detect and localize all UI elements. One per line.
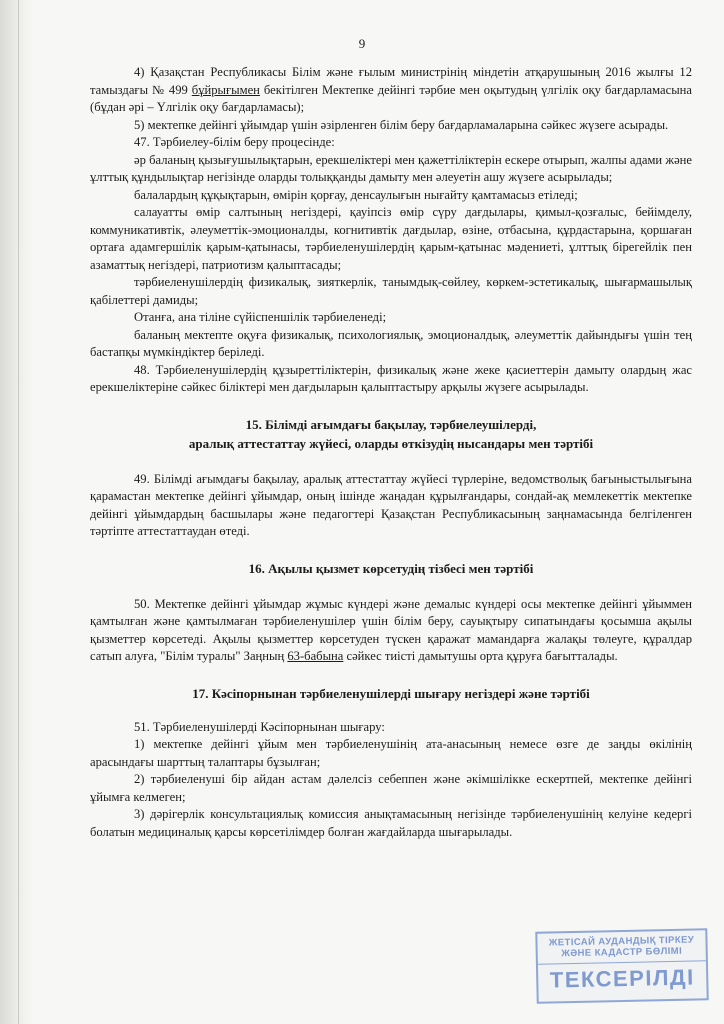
paragraph-item-4: 4) Қазақстан Республикасы Білім және ғылым министрінің міндетін атқарушының 2016 жылғы 12 тамыздағы № 499 бұйрығымен бекітілген Мектепке дейінгі тәрбие мен оқытудың үлгілік оқу бағдарламасына (бұдан әрі – Үлгілік оқу бағдарламасы); [90, 65, 692, 114]
paragraph-51: 51. Тәрбиеленушілерді Кәсіпорнынан шығару: [134, 719, 385, 734]
paragraph-47-c: салауатты өмір салтының негіздері, қауіпсіз өмір сүру дағдылары, қимыл-қозғалыс, бейімделу, коммуникативтік, әлеуметтік-эмоционалды, когнитивтік дағдылар, өзіне, отбасына, құрдастарына, қоршаған ортаға адамгершілік қарым-қатынасы, тәрбиеленушілердің қарым-қатынас мәдениеті, ұлттық бірегейлік пен азаматтық негіздері, патриотизм қалыптасады; [90, 205, 692, 272]
law-article-link[interactable]: 63-бабына [287, 649, 344, 663]
paragraph-47-a: әр баланың қызығушылықтарын, ерекшеліктері мен қажеттіліктерін ескере отырып, жалпы адами және ұлттық құндылықтар негізінде оларды толыққанды дамыту мен әлеуетін ашу жүзеге асырылады; [90, 152, 692, 184]
paragraph-47-d: тәрбиеленушілердің физикалық, зияткерлік, танымдық-сөйлеу, көркем-эстетикалық, шығармашылық қабілеттері дамиды; [90, 275, 692, 307]
paragraph-47: 47. Тәрбиелеу-білім беру процесінде: [134, 135, 335, 149]
paragraph-item-5: 5) мектепке дейінгі ұйымдар үшін әзірленген білім беру бағдарламаларына сәйкес жүзеге асырады. [134, 117, 669, 132]
paragraph-51-item-3: 3) дәрігерлік консультациялық комиссия анықтамасының негізінде тәрбиеленушінің келуіне кедергі болатын медициналық қарсы көрсетілімдер болған жағдайларда шығарылады. [90, 807, 692, 839]
section-15-heading: 15. Білімді ағымдағы бақылау, тәрбиелеушілерді, аралық аттестаттау жүйесі, оларды өткізудің нысандары мен тәртібі [188, 416, 594, 451]
paragraph-51-item-2: 2) тәрбиеленуші бір айдан астам дәлелсіз себеппен және әкімшілікке ескертпей, мектепке дейінгі ұйымға келмеген; [90, 772, 692, 804]
section-16-heading: 16. Ақылы қызмет көрсетудің тізбесі мен тәртібі [248, 560, 534, 576]
paragraph-47-f: баланың мектепте оқуға физикалық, психологиялық, эмоционалдық, әлеуметтік дайындығы үшін тең бастапқы мүмкіндіктер беріледі. [90, 327, 692, 359]
page-number: 9 [358, 36, 366, 51]
paragraph-49: 49. Білімді ағымдағы бақылау, аралық аттестаттау жүйесі түрлеріне, ведомстволық бағыныстылығына қарамастан мектепке дейінгі ұйымдар, оның ішінде жаңадан құрылғандары, сондай-ақ мемлекеттік мектепке дейінгі ұйымдардың басшылары және педагогтері Қазақстан Республикасының заңнамасында белгіленген тәртіпте аттестаттаудан өтеді. [90, 471, 692, 538]
document-body [90, 64, 692, 841]
scan-edge-shadow [0, 0, 34, 1024]
paragraph-48: 48. Тәрбиеленушілердің құзыреттіліктерін, физикалық және жеке қасиеттерін дамыту олардың жас ерекшеліктеріне сәйкес біліктері мен дағдыларын қалыптастыру арқылы жүзеге асырылады. [90, 362, 692, 394]
registration-stamp [535, 928, 708, 1004]
stamp-line-1: ЖЕТІСАЙ АУДАНДЫҚ ТІРКЕУ [548, 934, 695, 949]
section-17-heading: 17. Кәсіпорнынан тәрбиеленушілерді шығару негіздері және тәртібі [192, 685, 590, 701]
order-link[interactable]: бұйрығымен [191, 82, 260, 97]
paragraph-50: 50. Мектепке дейінгі ұйымдар жұмыс күндері және демалыс күндері осы мектепке дейінгі ұйыммен қамтылған және қамтылмаған тәрбиеленушілер үшін білім беру, сауықтыру сипатындағы қосымша ақылы қызметтер көрсетеді. Ақылы қызметтер көрсетуден түскен қаражат мамандарға жалақы төлеуге, құралдар сатып алуға, "Білім туралы" Заңның 63-бабына сәйкес тиісті дамытушы орта құруға бағытталады. [90, 596, 692, 663]
paragraph-47-b: балалардың құқықтарын, өмірін қорғау, денсаулығын нығайту қамтамасыз етіледі; [134, 187, 578, 202]
scan-fold-line [18, 0, 19, 1024]
stamp-line-2: ЖӘНЕ КАДАСТР БӨЛІМІ [561, 945, 683, 960]
paragraph-51-item-1: 1) мектепке дейінгі ұйым мен тәрбиеленушінің ата-анасының немесе өзге де заңды өкілінің арасындағы шарттың талаптары бұзылған; [90, 737, 692, 769]
stamp-verified-text: ТЕКСЕРІЛДІ [538, 960, 707, 994]
paragraph-47-e: Отанға, ана тіліне сүйіспеншілік тәрбиеленеді; [134, 310, 387, 324]
